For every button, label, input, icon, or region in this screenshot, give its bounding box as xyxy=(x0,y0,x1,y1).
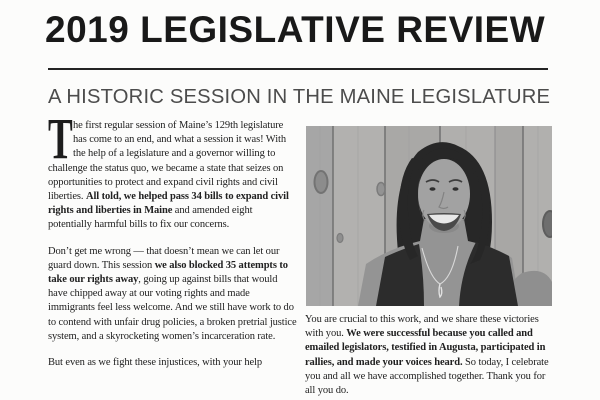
paragraph-text: he first regular session of Maine’s 129th legislature has come to an end, and what a session it was! With the help of a legislature and a governor willing to challenge the status quo, we became a state that seizes on opportunities to protect and expand civil rights and civil liberties. All told, we helped pass 34 bills to expand civil rights and liberties in Maine and amended eight potentially harmful bills to fix our concerns. xyxy=(48,120,289,231)
title-divider xyxy=(48,68,548,70)
article-body xyxy=(48,106,297,382)
article-paragraph-1 xyxy=(48,106,297,233)
article-paragraph-2: Don’t get me wrong — that doesn’t mean we can let our guard down. This session we also blocked 35 attempts to take our rights away, going up against bills that would have chipped away at our voting rights and made immigrants feel less welcome. And we still have work to do to contend with unfair drug policies, a broken pretrial justice system, and a skyrocketing women’s incarceration rate. xyxy=(48,245,297,342)
drop-cap: T xyxy=(48,106,73,171)
portrait-photo xyxy=(306,126,552,306)
photo-caption: You are crucial to this work, and we share these victories with you. We were successful because you called and emailed legislators, testified in Augusta, participated in rallies, and made your voices heard. So today, I celebrate you and all we have accomplished together. Thank you for all you do. xyxy=(305,314,549,397)
page-title: 2019 LEGISLATIVE REVIEW xyxy=(45,9,546,50)
article-paragraph-3: But even as we fight these injustices, with your help xyxy=(48,357,262,369)
page-subtitle: A HISTORIC SESSION IN THE MAINE LEGISLATURE xyxy=(48,85,551,108)
portrait-photo-illustration xyxy=(306,126,552,306)
